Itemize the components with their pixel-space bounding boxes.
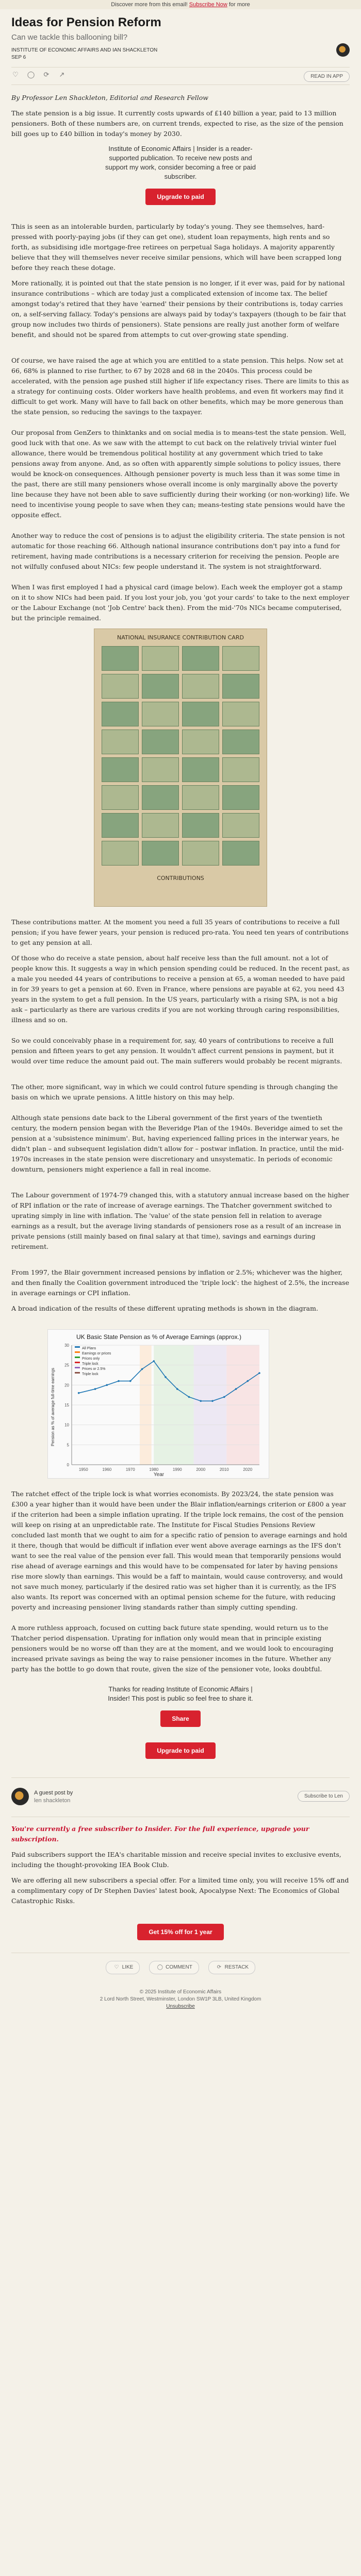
stamp [182, 841, 219, 866]
y-tick-label: 15 [64, 1403, 69, 1408]
stamp [182, 785, 219, 810]
publication-avatar[interactable] [336, 43, 350, 57]
unsubscribe-link[interactable]: Unsubscribe [166, 2004, 195, 2009]
promo-paragraph: We are offering all new subscribers a special offer. For a limited time only, you will receive 15% off and a complimentary copy of Dr Stephen Davies' latest book, Apocalypse Next: The Economics of Global Catastrophic Risks. [11, 1876, 349, 1905]
x-tick-label: 1990 [172, 1467, 182, 1472]
paragraph: Of course, we have raised the age at which you are entitled to a state pension. This helps. Now set at 66, 68% is planned to rise further, to 67 by 2028 and 68 in the 2040s. This process could be accelerated, with the pension age pushed still higher if life expectancy rises. There are limits to this as a strategy for continuing costs. Older workers have health problems, and even fit workers may find it difficult to get work. Many will have to fall back on other benefits, which may be more generous than the state pension, so reducing the savings to the taxpayer. [11, 357, 349, 416]
stamp [102, 730, 139, 754]
data-point [258, 1372, 260, 1374]
x-tick-label: 1960 [102, 1467, 112, 1472]
data-point [188, 1396, 190, 1398]
promo-headline: You're currently a free subscriber to Insider. For the full experience, upgrade your subscription. [11, 1825, 309, 1843]
stamp [142, 702, 179, 726]
legend-swatch [75, 1372, 80, 1374]
stamp [222, 785, 259, 810]
stamp [102, 702, 139, 726]
legend-swatch [75, 1357, 80, 1358]
chart-ylabel: Pension as % of average full-time earnings [51, 1367, 55, 1447]
guest-author [11, 1788, 114, 1808]
legend-label: Triple lock [82, 1372, 99, 1376]
stamp [222, 702, 259, 726]
author-line: By Professor Len Shackleton, Editorial and Research Fellow [11, 94, 208, 101]
stamp [142, 757, 179, 782]
paragraph: So we could conceivably phase in a requirement for, say, 40 years of contributions to receive a full pension and fifteen years to get any pension. It wouldn't affect current pensions in payment, but it would over time reduce the amount paid out. The main sufferers would probably be recent migrants. [11, 1037, 342, 1065]
data-point [176, 1388, 178, 1390]
legend-label: Prices only [82, 1357, 100, 1361]
card-header: NATIONAL INSURANCE CONTRIBUTION CARD [117, 634, 244, 641]
stamp [222, 813, 259, 838]
data-point [223, 1396, 225, 1398]
data-point [129, 1380, 132, 1382]
stamp [142, 813, 179, 838]
y-tick-label: 25 [64, 1363, 69, 1368]
divider [11, 1777, 350, 1778]
post-actions [11, 71, 66, 79]
data-point [141, 1368, 143, 1370]
data-point [235, 1388, 237, 1390]
byline: INSTITUTE OF ECONOMIC AFFAIRS AND IAN SHACKLETON SEP 6 [11, 47, 158, 60]
paragraph: Although state pensions date back to the Liberal government of the first years of the twentieth century, the modern pension began with the Beveridge Plan of the 1940s. Beveridge aimed to set the pension at a 'subsistence minimum'. But, having experienced falling prices in the interwar years, he didn't plan – and subsequent legislation didn't allow for – postwar inflation. In practice, until the mid-1970s increases in the state pension were discretionary and unsystematic. In periods of economic downturn, pensioners might experience a fall in real income. [11, 1114, 344, 1173]
paragraph: The other, more significant, way in which we could control future spending is through changing the basis on which we uprate pensions. A little history on this may help. [11, 1083, 338, 1101]
data-point [94, 1388, 96, 1390]
stamp [222, 674, 259, 699]
legend-label: Prices or 2.5% [82, 1367, 106, 1371]
data-point [118, 1380, 120, 1382]
y-tick-label: 20 [64, 1383, 69, 1388]
x-tick-label: 1970 [125, 1467, 135, 1472]
like-button[interactable]: ♡ LIKE [106, 1961, 140, 1974]
stamp [222, 730, 259, 754]
y-tick-label: 0 [67, 1463, 69, 1467]
share-block [11, 1685, 350, 1759]
stamp [142, 785, 179, 810]
restack-icon[interactable]: ⟳ [43, 71, 50, 79]
paragraph: Another way to reduce the cost of pensions is to adjust the eligibility criteria. The state pension is not automatic for those reaching 66. Although national insurance contributions don't pay into a fund for retirement, having made contributions is a necessary criterion for receiving the pension. People are not wilfully confused about NICs: few people understand it. The system is not straightforward. [11, 532, 345, 570]
read-in-app-button[interactable]: READ IN APP [304, 71, 350, 82]
data-point [106, 1384, 108, 1386]
comment-icon[interactable]: ◯ [27, 71, 35, 79]
post-subtitle: Can we tackle this ballooning bill? [11, 33, 128, 42]
ni-contribution-card-image [94, 629, 267, 907]
stamp [182, 674, 219, 699]
promo-cta [11, 1917, 350, 1940]
stamp [142, 841, 179, 866]
stamp [182, 702, 219, 726]
stamp [182, 757, 219, 782]
stamp-grid [94, 642, 267, 870]
data-point [78, 1392, 80, 1394]
comment-button[interactable]: ◯ COMMENT [149, 1961, 199, 1974]
paragraph: These contributions matter. At the moment you need a full 35 years of contributions to receive a full pension; if you have fewer years, your pension is reduced pro-rata. You need ten years of contributions to get any pension at all. [11, 918, 349, 946]
guest-name[interactable]: len shackleton [34, 1798, 71, 1804]
top-banner: Discover more from this email! Subscribe Now for more [0, 0, 361, 9]
data-point [153, 1360, 155, 1362]
legend-swatch [75, 1362, 80, 1363]
guest-line1: A guest post by [34, 1790, 73, 1796]
stamp [222, 646, 259, 671]
legend-swatch [75, 1351, 80, 1353]
stamp [222, 757, 259, 782]
x-tick-label: 2020 [243, 1467, 253, 1472]
promo-paragraph: Paid subscribers support the IEA's charitable mission and receive special invites to exclusive events, including the thought-provoking IEA Book Club. [11, 1851, 341, 1869]
x-tick-label: 2000 [196, 1467, 206, 1472]
paragraph: The ratchet effect of the triple lock is what worries economists. By 2023/24, the state pension was £300 a year higher than it would have been under the Blair inflation/earnings criterion or £800 a year if the criterion had been a simple inflation uprating. If the triple lock remains, the cost of the pension will keep on rising at an unpredictable rate. The Institute for Fiscal Studies Pensions Review concluded last month that we ought to aim for a specific ratio of pension to average earnings and hold it there, though that would be difficult if inflation ever went above average earnings as the IFS don't want to see the real value of the pension ever fall. This would mean that temporarily pensions would rise ahead of average earnings and this would have to be compensated for later by having pensions rise more slowly than earnings. This would be a faff to maintain, would cause controversy, and would not save much money, particularly if the desired ratio was set higher than it is currently, as the IFS also wants. Its report was concerned with an optimal pension scheme for the future, with reducing poverty and increasing pensioner living standards rather than simply cutting spending. [11, 1490, 348, 1611]
paragraph: Our proposal from GenZers to thinktanks and on social media is to means-test the state pension. Well, good luck with that one. As we saw with the attempt to cut back on the relatively trivial winter fuel allowance, there would be tremendous political hostility at any government which tried to take pensions away from anyone. And, as so often with apparently simple solutions to policy issues, there would be knock-on consequences. Although pensioner poverty is much less than it was some time in the past, there are still many pensioners whose overall income is only marginally above the poverty line because they have not been able to save sufficiently during their working (or non-working) life. We need to incentivise young people to save when they can; means-testing state pensions would have the opposite effect. [11, 429, 350, 519]
stamp [182, 646, 219, 671]
comment-icon: ◯ [157, 1964, 163, 1970]
upgrade-to-paid-button[interactable]: Upgrade to paid [145, 189, 215, 205]
subscribe-to-len-button[interactable]: Subscribe to Len [298, 1791, 350, 1802]
stamp [182, 730, 219, 754]
footer: © 2025 Institute of Economic Affairs 2 Lord North Street, Westminster, London SW1P 3LB, United Kingdom Unsubscribe [100, 1989, 261, 2009]
stamp [142, 646, 179, 671]
y-tick-label: 10 [64, 1422, 69, 1428]
stamp [142, 674, 179, 699]
legend-label: Triple lock [82, 1362, 99, 1366]
stamp [182, 813, 219, 838]
stamp [102, 674, 139, 699]
paragraph: The state pension is a big issue. It currently costs upwards of £140 billion a year, paid to 13 million pensioners. Both of these numbers are, on current trends, expected to rise, as the size of the pension bill goes up to £40 billion in today's money by 2030. [11, 109, 343, 138]
share-icon[interactable]: ↗ [59, 71, 65, 79]
get-15-off-button[interactable]: Get 15% off for 1 year [137, 1924, 223, 1940]
guest-avatar[interactable] [11, 1788, 29, 1805]
data-point [211, 1400, 214, 1402]
paragraph: Of those who do receive a state pension, about half receive less than the full amount. not a lot of people know this. It suggests a way in which pension spending could be reduced. In the recent past, as a male you needed 44 years of contributions to receive a pension at 65, a woman needed to have paid in for 39 years to get a pension at 60. Even in France, where pensions are payable at 62, you need 43 years in the system to get a full pension. In the US years, particularly with a rising SPA, is not a big ask – particularly as there are various credits if you are not working through caring responsibilities, illness and so on. [11, 954, 350, 1024]
chart-title: UK Basic State Pension as % of Average Earnings (approx.) [76, 1333, 241, 1341]
data-point [165, 1376, 167, 1378]
legend-swatch [75, 1367, 80, 1368]
heart-icon[interactable]: ♡ [12, 71, 19, 79]
y-tick-label: 5 [67, 1443, 69, 1448]
paragraph: This is seen as an intolerable burden, particularly by today's young. They see themselves, hard-pressed with poorly-paying jobs (if they can get one), student loan repayments, high rents and so forth, as subsidising idle mortgage-free retirees on perpetual Saga holidays. A majority apparently believe that they will themselves never receive similar pensions, which will have been scrapped long before they reach these dotage. [11, 223, 342, 272]
chart-xlabel: Year [153, 1472, 165, 1478]
paragraph: A broad indication of the results of these different uprating methods is shown in the diagram. [11, 1304, 318, 1312]
y-tick-label: 30 [64, 1343, 69, 1348]
data-point [200, 1400, 202, 1402]
paragraph: The Labour government of 1974-79 changed this, with a statutory annual increase based on the higher of RPI inflation or the rate of increase of average earnings. The Thatcher government switched to uprating simply in line with inflation. The 'value' of the state pension fell in relation to average earnings as a result, but the average living standards of pensioners rose as a result of an increase in private pensions (still mainly based on final salary at that time), savings and earnings during retirement. [11, 1191, 349, 1250]
x-tick-label: 1950 [78, 1467, 88, 1472]
legend-label: All Plans [82, 1347, 96, 1350]
subscribe-text: Institute of Economic Affairs | Insider is a reader-supported publication. To receive new posts and support my work, consider becoming a free or paid subscriber. [105, 145, 256, 180]
stamp [102, 646, 139, 671]
divider [11, 84, 350, 85]
stamp [102, 757, 139, 782]
share-button[interactable]: Share [160, 1710, 200, 1727]
post-title: Ideas for Pension Reform [11, 15, 161, 29]
paragraph: More rationally, it is pointed out that the state pension is no longer, if it ever was, paid for by national insurance contributions – which are today just a complicated extension of income tax. The belief amongst today's retired that they have 'earned' their pensions by their contributions is, today carries on, a self-serving fallacy. Today's pensions are always paid by today's taxpayers (though to be fair that group now includes two thirds of pensioners). State pensions are really just another form of welfare benefit, and should not be spared from attempts to cut over-growing state spending. [11, 279, 346, 338]
paragraph: When I was first employed I had a physical card (image below). Each week the employer got a stamp on it to show NICs had been paid. If you lost your job, you 'got your cards' to take to the next employer or the Labour Exchange (not 'Job Centre' back then). From the mid-'70s NICs became computerised, but the principle remained. [11, 583, 350, 622]
stamp [102, 785, 139, 810]
pension-chart [47, 1329, 269, 1479]
stamp [222, 841, 259, 866]
subscribe-card [11, 144, 350, 205]
legend-swatch [75, 1346, 80, 1348]
card-caption: CONTRIBUTIONS [157, 875, 204, 882]
legend-label: Earnings or prices [82, 1352, 111, 1355]
restack-button[interactable]: ⟳ RESTACK [208, 1961, 255, 1974]
x-tick-label: 2010 [219, 1467, 229, 1472]
paragraph: A more ruthless approach, focused on cutting back future state spending, would return us to the Thatcher period dispensation. Uprating for inflation only would mean that in principle existing pensioners would be no worse off than they are at the moment, and we would look to encouraging increased private savings as being the way to raise pensioner incomes in the future. Whether any party has the bottle to go down that route, given the size of the pensioner vote, looks doubtful. [11, 1624, 334, 1673]
stamp [142, 730, 179, 754]
upgrade-to-paid-button-2[interactable]: Upgrade to paid [145, 1742, 215, 1759]
chart-svg [48, 1330, 270, 1479]
x-tick-label: 1980 [149, 1467, 159, 1472]
stamp [102, 841, 139, 866]
heart-icon: ♡ [114, 1964, 119, 1970]
bottom-actions [11, 1961, 350, 1974]
subscribe-now-link[interactable]: Subscribe Now [189, 2, 227, 8]
share-text: Thanks for reading Institute of Economic Affairs | Insider! This post is public so feel free to share it. [108, 1685, 253, 1702]
data-point [247, 1380, 249, 1382]
paragraph: From 1997, the Blair government increased pensions by inflation or 2.5%; whichever was the higher, and then finally the Coalition government introduced the 'triple lock': the highest of 2.5%, the increase in average earnings or CPI inflation. [11, 1268, 349, 1297]
stamp [102, 813, 139, 838]
restack-icon: ⟳ [217, 1964, 221, 1970]
